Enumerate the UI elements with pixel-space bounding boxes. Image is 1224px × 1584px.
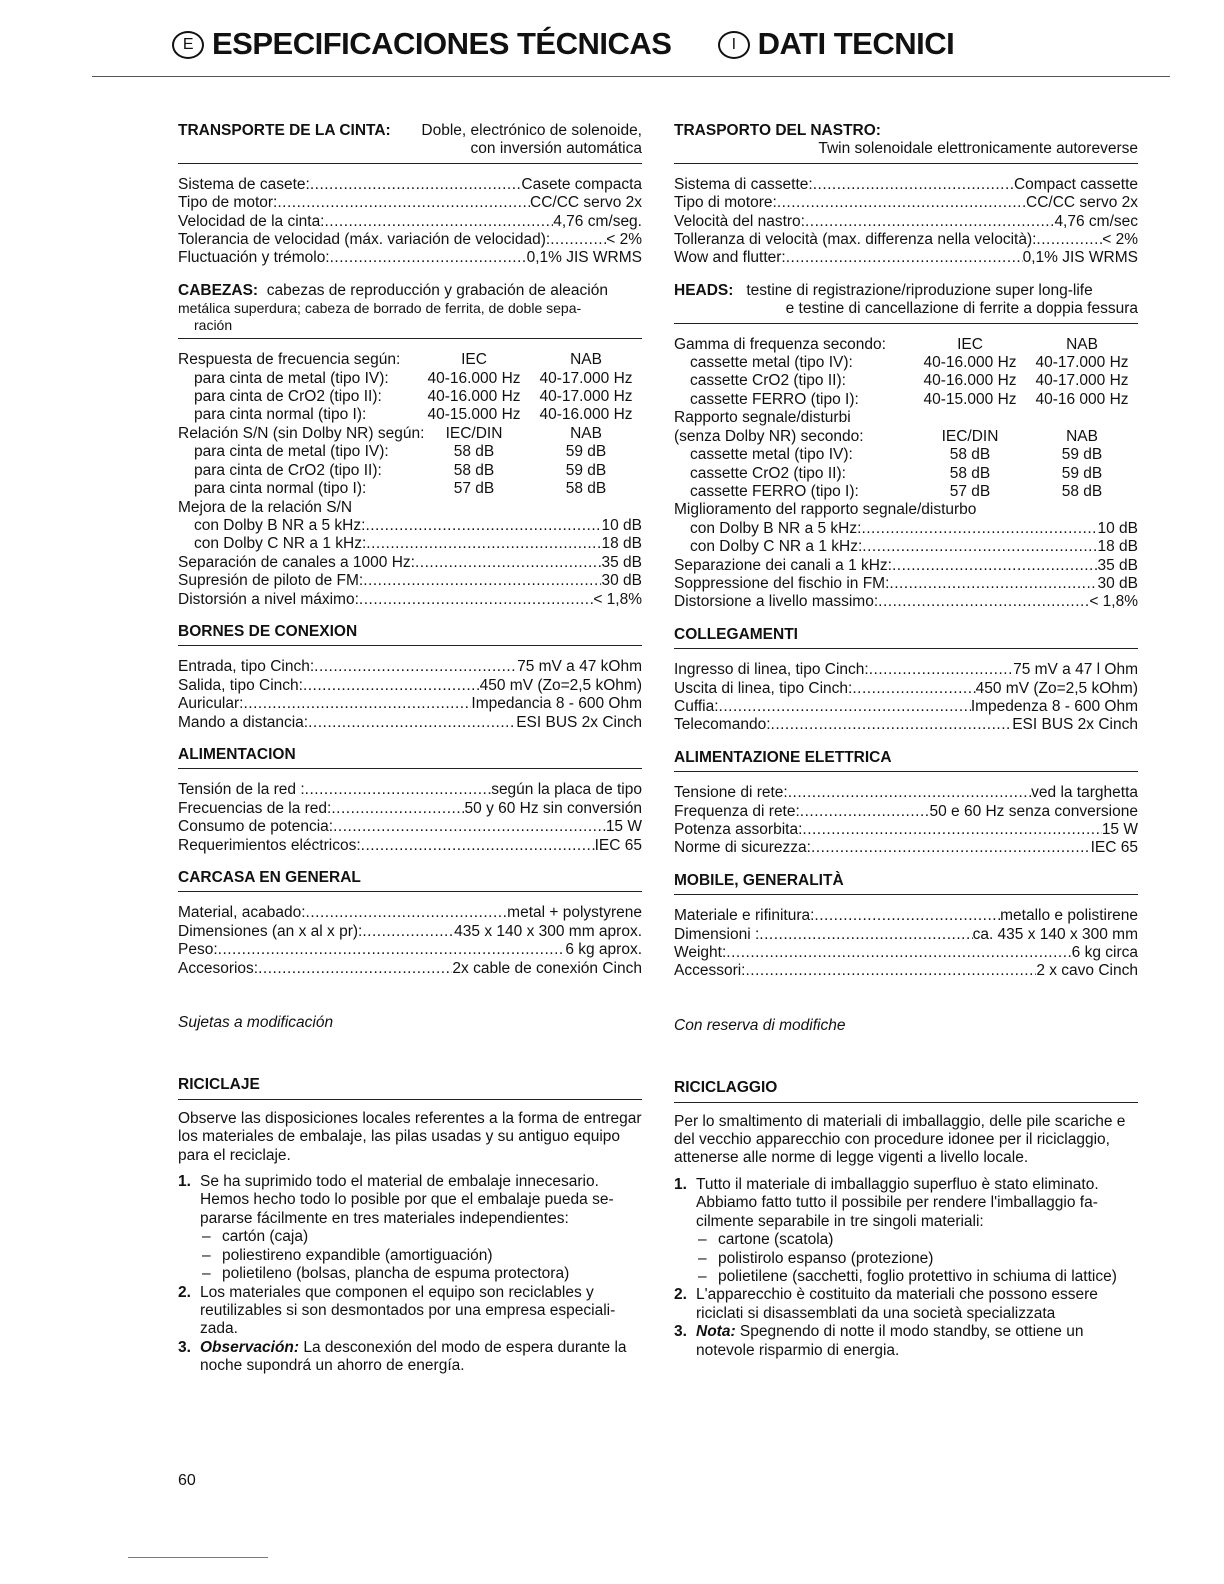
es-recycling-heading: RICICLAJE — [178, 1076, 642, 1099]
it-frequency-table: Gamma di frequenza secondo: IEC NAB cassette metal (tipo IV): 40-16.000 Hz 40-17.000 Hz cassette CrO2 (tipo II): 40-16.000 Hz 40-17.000 Hz cassette FERRO (tipo I): 40-15.000 Hz 40-16 000 Hz — [674, 335, 1129, 408]
es-connections-heading: BORNES DE CONEXION — [178, 623, 642, 646]
es-improve-label: Mejora de la relación S/N — [178, 498, 353, 516]
it-power-specs — [674, 784, 1138, 858]
es-subject-note: Sujetas a modificación — [178, 1014, 334, 1032]
list-item: 2. Los materiales que componen el equipo son reciclables y reutilizables si son desmontados por una empresa especiali-zada. — [178, 1283, 616, 1338]
italian-language-marker: I — [718, 31, 750, 59]
spec-row: Entrada, tipo Cinch: ..... 75 mV a 47 kOhm — [178, 658, 642, 676]
spec-row: Velocità del nastro: ..... 4,76 cm/sec — [674, 213, 1138, 231]
spec-row: Weight: ..... 6 kg circa — [674, 944, 1138, 962]
es-transport-title: TRANSPORTE DE LA CINTA: — [178, 122, 391, 139]
spec-row: con Dolby C NR a 1 kHz: ..... 18 dB — [178, 535, 642, 553]
spec-row: Distorsión a nivel máximo: ..... < 1,8% — [178, 591, 642, 609]
italian-column — [674, 122, 1138, 1360]
it-recycling-heading: RICICLAGGIO — [674, 1079, 1138, 1102]
it-connections-specs — [674, 661, 1138, 735]
es-transport-desc-2: con inversión automática — [470, 140, 642, 158]
list-item: 3. Nota: Spegnendo di notte il modo standby, se ottiene un notevole risparmio di energia. — [674, 1323, 1084, 1359]
spec-row: Separación de canales a 1000 Hz: ..... 35 dB — [178, 554, 642, 572]
list-item: – polistirolo espanso (protezione) — [696, 1250, 1138, 1268]
es-frequency-table: Respuesta de frecuencia según: IEC NAB para cinta de metal (tipo IV): 40-16.000 Hz 40-17.000 Hz para cinta de CrO2 (tipo II): 40-16.000 Hz 40-17.000 Hz para cinta normal (tipo I): 40-15.000 Hz 40-16.000 Hz — [178, 351, 633, 424]
spec-row: Dimensioni : ..... ca. 435 x 140 x 300 mm — [674, 926, 1138, 944]
spec-row: Salida, tipo Cinch: ..... 450 mV (Zo=2,5 kOhm) — [178, 677, 642, 695]
es-housing-specs — [178, 904, 642, 978]
footer-divider — [128, 1557, 268, 1558]
spanish-title: ESPECIFICACIONES TÉCNICAS — [212, 26, 672, 61]
spec-row: Fluctuación y trémolo: ..... 0,1% JIS WRMS — [178, 249, 642, 267]
spec-row: Separazione dei canali a 1 kHz: ..... 35 dB — [674, 557, 1138, 575]
list-item: – cartone (scatola) — [696, 1231, 1138, 1249]
spec-row: con Dolby B NR a 5 kHz: ..... 10 dB — [178, 517, 642, 535]
spec-row: Potenza assorbita: ..... 15 W — [674, 821, 1138, 839]
it-subject-note: Con reserva di modifiche — [674, 1016, 846, 1034]
it-improve-label: Miglioramento del rapporto segnale/disturbo — [674, 501, 977, 519]
spec-row: Material, acabado: ..... metal + polystyrene — [178, 904, 642, 922]
spec-row: Tipo de motor: ..... CC/CC servo 2x — [178, 194, 642, 212]
spec-row: Auricular: ..... Impedancia 8 - 600 Ohm — [178, 695, 642, 713]
spec-row: Tipo di motore: ..... CC/CC servo 2x — [674, 194, 1138, 212]
it-transport-heading: TRASPORTO DEL NASTRO: Twin solenoidale elettronicamente autoreverse — [674, 122, 1138, 164]
es-transport-desc-1: Doble, electrónico de solenoide, — [421, 122, 642, 139]
es-recycling-section — [178, 1076, 642, 1375]
spanish-column — [178, 122, 642, 1376]
it-transport-title: TRASPORTO DEL NASTRO: — [674, 122, 881, 139]
spec-row: Tolleranza di velocità (max. differenza nella velocità): ..... < 2% — [674, 231, 1138, 249]
italian-title: DATI TECNICI — [757, 26, 955, 61]
it-housing-specs — [674, 907, 1138, 981]
spec-row: Materiale e rifinitura: ..... metallo e polistirene — [674, 907, 1138, 925]
spec-row: Requerimientos eléctricos: ..... IEC 65 — [178, 837, 642, 855]
it-recycling-section — [674, 1079, 1138, 1360]
es-sn-table: Relación S/N (sin Dolby NR) según: IEC/DIN NAB para cinta de metal (tipo IV): 58 dB 59 dB para cinta de CrO2 (tipo II): 58 dB 59 dB para cinta normal (tipo I): 57 dB 58 dB — [178, 424, 607, 498]
spec-row: Mando a distancia: ..... ESI BUS 2x Cinch — [178, 714, 642, 732]
spec-row: Supresión de piloto de FM: ..... 30 dB — [178, 572, 642, 590]
es-recycling-steps — [178, 1173, 642, 1375]
list-item: – cartón (caja) — [200, 1228, 642, 1246]
spec-row: Soppressione del fischio in FM: ..... 30 dB — [674, 575, 1138, 593]
it-housing-heading: MOBILE, GENERALITÀ — [674, 872, 1138, 895]
it-power-heading: ALIMENTAZIONE ELETTRICA — [674, 749, 1138, 772]
list-item: – polietilene (sacchetti, foglio protettivo in schiuma di lattice) — [696, 1268, 1138, 1286]
it-transport-specs — [674, 176, 1138, 268]
es-connections-specs — [178, 658, 642, 732]
es-housing-heading: CARCASA EN GENERAL — [178, 869, 642, 892]
list-item: – polietileno (bolsas, plancha de espuma protectora) — [200, 1265, 642, 1283]
spanish-language-marker: E — [172, 31, 204, 59]
it-sn-table: (senza Dolby NR) secondo: IEC/DIN NAB cassette metal (tipo IV): 58 dB 59 dB cassette CrO2 (tipo II): 58 dB 59 dB cassette FERRO (tipo I): 57 dB 58 dB — [674, 427, 1103, 500]
spec-row: Cuffia: ..... Impedenza 8 - 600 Ohm — [674, 698, 1138, 716]
page-title — [172, 26, 954, 62]
spec-row: Consumo de potencia: ..... 15 W — [178, 818, 642, 836]
title-divider — [92, 76, 1170, 77]
spec-row: Sistema de casete: ..... Casete compacta — [178, 176, 642, 194]
spec-row: Peso: ..... 6 kg aprox. — [178, 941, 642, 959]
it-sn-label: Rapporto segnale/disturbi — [674, 409, 851, 427]
spec-row: Sistema di cassette: ..... Compact cassette — [674, 176, 1138, 194]
it-recycling-steps — [674, 1176, 1138, 1360]
spec-row: con Dolby C NR a 1 kHz: ..... 18 dB — [674, 538, 1138, 556]
spec-row: Tolerancia de velocidad (máx. variación de velocidad): ..... < 2% — [178, 231, 642, 249]
spec-row: Distorsione a livello massimo: ..... < 1,8% — [674, 593, 1138, 611]
spec-row: Frequenza di rete: ..... 50 e 60 Hz senza conversione — [674, 803, 1138, 821]
spec-row: Tensión de la red : ..... según la placa de tipo — [178, 781, 642, 799]
spec-row: Accesorios: ..... 2x cable de conexión Cinch — [178, 960, 642, 978]
it-connections-heading: COLLEGAMENTI — [674, 626, 1138, 649]
spec-row: Dimensiones (an x al x pr): ..... 435 x 140 x 300 mm aprox. — [178, 923, 642, 941]
list-item: 1. Se ha suprimido todo el material de embalaje innecesario. Hemos hecho todo lo posible por que el embalaje pueda se-pararse fácilmente en tres materiales independientes: – cartón (caja) – poliestireno expandible (amortiguación) – polietileno (bolsas, plancha de espuma protectora) — [178, 1173, 642, 1283]
es-transport-specs — [178, 176, 642, 268]
spec-row: Frecuencias de la red: ..... 50 y 60 Hz sin conversión — [178, 800, 642, 818]
spec-row: Accessori: ..... 2 x cavo Cinch — [674, 962, 1138, 980]
spec-row: con Dolby B NR a 5 kHz: ..... 10 dB — [674, 520, 1138, 538]
spec-row: Norme di sicurezza: ..... IEC 65 — [674, 839, 1138, 857]
it-heads-specs — [674, 336, 1138, 612]
it-recycling-intro: Per lo smaltimento di materiali di imballaggio, delle pile scariche e del vecchio apparecchio con procedure idonee per il riciclaggio, attenerse alle norme di legge vigenti a livello locale. — [674, 1112, 1126, 1167]
spec-row: Tensione di rete: ..... ved la targhetta — [674, 784, 1138, 802]
spec-row: Ingresso di linea, tipo Cinch: ..... 75 mV a 47 l Ohm — [674, 661, 1138, 679]
spec-row: Velocidad de la cinta: ..... 4,76 cm/seg. — [178, 213, 642, 231]
list-item: 3. Observación: La desconexión del modo de espera durante la noche supondrá un ahorro de energía. — [178, 1338, 627, 1375]
es-heads-title: CABEZAS: — [178, 281, 259, 299]
es-transport-heading — [178, 122, 642, 164]
es-recycling-intro: Observe las disposiciones locales referentes a la forma de entregar los materiales de embalaje, las pilas usadas y su antiguo equipo para el reciclaje. — [178, 1109, 642, 1164]
it-heads-heading: HEADS: testine di registrazione/riproduzione super long-life e testine di cancellazione di ferrite a doppia fessura — [674, 282, 1138, 324]
es-heads-heading: CABEZAS: cabezas de reproducción y grabación de aleación metálica superdura; cabeza de borrado de ferrita, de doble sepa- ración — [178, 282, 642, 339]
list-item: 2. L'apparecchio è costituito da materiali che possono essere riciclati si disassemblati da una società specializzata — [674, 1286, 1098, 1322]
es-power-specs — [178, 781, 642, 855]
list-item: 1. Tutto il materiale di imballaggio superfluo è stato eliminato. Abbiamo fatto tutto il possibile per rendere l'imballaggio fa-cilmente separabile in tre singoli materiali: – cartone (scatola) – polistirolo espanso (protezione) – polietilene (sacchetti, foglio protettivo in schiuma di lattice) — [674, 1176, 1138, 1286]
it-heads-title: HEADS: — [674, 281, 734, 299]
spec-row: Telecomando: ..... ESI BUS 2x Cinch — [674, 716, 1138, 734]
spec-row: Wow and flutter: ..... 0,1% JIS WRMS — [674, 249, 1138, 267]
list-item: – poliestireno expandible (amortiguación) — [200, 1247, 642, 1265]
spec-row: Uscita di linea, tipo Cinch: ..... 450 mV (Zo=2,5 kOhm) — [674, 680, 1138, 698]
page-number: 60 — [178, 1472, 196, 1489]
es-power-heading: ALIMENTACION — [178, 746, 642, 769]
es-heads-specs — [178, 351, 642, 609]
